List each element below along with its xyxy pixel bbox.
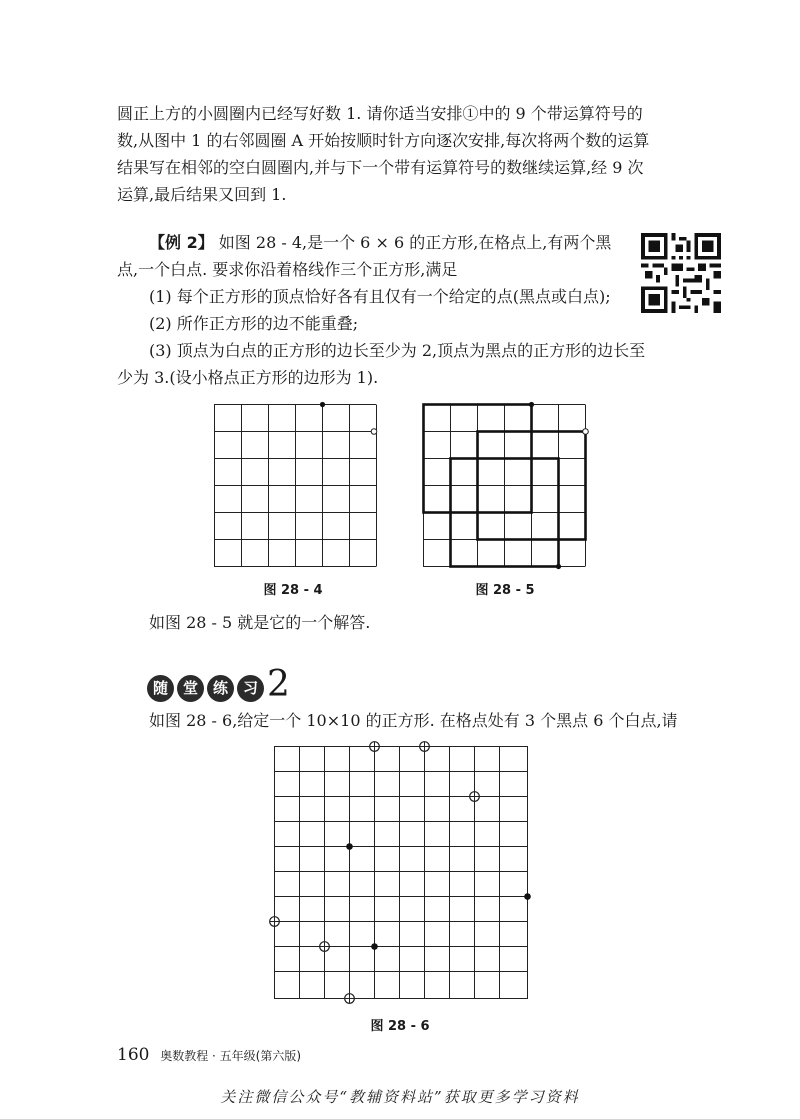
figure-28-6 [265,738,545,1008]
example2-text: 如图 28 - 4,是一个 6 × 6 的正方形,在格点上,有两个黑 [213,233,612,252]
figure-caption: 图 28 - 5 [475,583,535,598]
white-point [371,429,377,435]
black-point [524,893,531,900]
condition-3: (3) 顶点为白点的正方形的边长至少为 2,顶点为黑点的正方形的边长至 [149,341,646,360]
example2-text: 点,一个白点. 要求你沿着格线作三个正方形,满足 [117,260,458,279]
example-label: 【例 2】 [149,233,214,252]
page-number: 160 [117,1045,150,1065]
intro-line: 圆正上方的小圆圈内已经写好数 1. 请你适当安排①中的 9 个带运算符号的 [117,104,643,123]
black-point [320,402,325,407]
practice-number: 2 [267,664,290,705]
black-point [346,843,353,850]
practice-badge: 堂 [177,675,204,702]
black-point [371,943,378,950]
qr-code-icon [641,233,721,313]
book-title: 奥数教程 · 五年级(第六版) [160,1049,302,1063]
condition-2: (2) 所作正方形的边不能重叠; [149,314,359,333]
practice-badge: 习 [237,675,264,702]
page-footer [117,1045,301,1065]
example2-paragraph [117,229,637,337]
figure-28-4 [209,400,379,570]
black-point [529,402,534,407]
white-point [583,429,589,435]
condition-1: (1) 每个正方形的顶点恰好各有且仅有一个给定的点(黑点或白点); [149,287,611,306]
answer-text: 如图 28 - 5 就是它的一个解答. [149,613,371,632]
practice-badge: 练 [207,675,234,702]
intro-line: 运算,最后结果又回到 1. [117,185,287,204]
condition-3-cont: 少为 3.(设小格点正方形的边形为 1). [117,368,379,387]
example2-paragraph-cont [117,337,692,391]
black-point [556,564,561,569]
figure-caption: 图 28 - 4 [263,583,323,598]
intro-paragraph [117,100,692,208]
figure-28-5 [416,400,591,570]
practice-badge: 随 [147,675,174,702]
figure-caption: 图 28 - 6 [370,1019,430,1034]
intro-line: 结果写在相邻的空白圆圈内,并与下一个带有运算符号的数继续运算,经 9 次 [117,158,644,177]
watermark-text: 关注微信公众号“教辅资料站”获取更多学习资料 [220,1088,580,1106]
intro-line: 数,从图中 1 的右邻圆圈 A 开始按顺时针方向逐次安排,每次将两个数的运算 [117,131,650,150]
practice-text: 如图 28 - 6,给定一个 10×10 的正方形. 在格点处有 3 个黑点 6 个白点,请 [149,711,678,730]
